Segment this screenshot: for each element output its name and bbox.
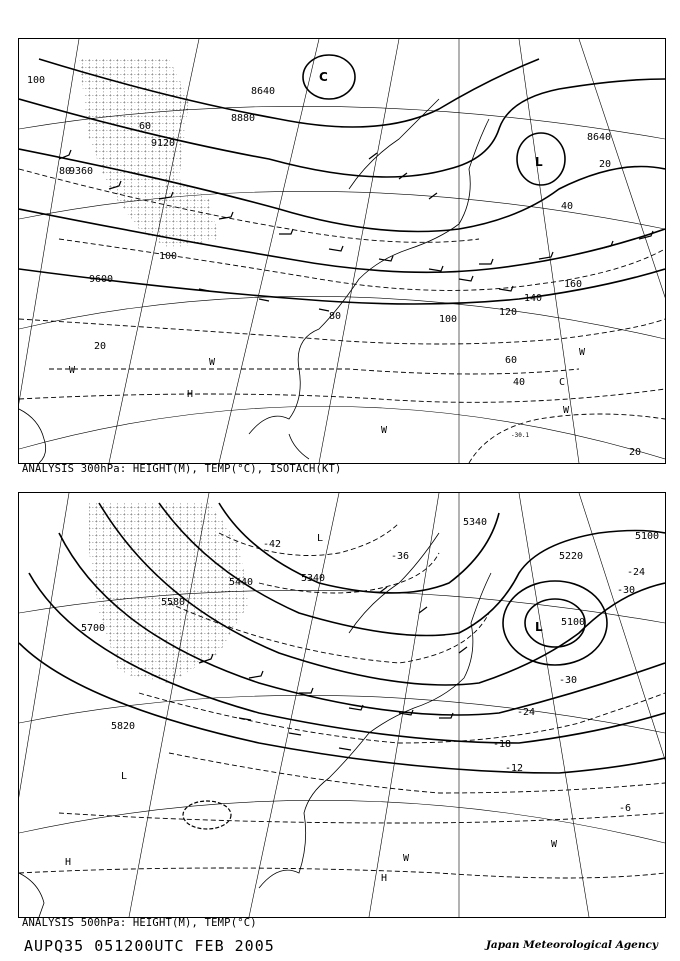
height-label: 5340 (463, 517, 488, 528)
cold-center-symbol: C (319, 70, 328, 84)
isotherm-label: -42 (263, 539, 282, 550)
isotach-label: 140 (524, 293, 543, 304)
low-center-symbol: L (535, 620, 543, 634)
height-label: 5100 (635, 531, 660, 542)
high-center-symbol: H (381, 873, 388, 884)
hatched-region (79, 59, 219, 249)
low-center-symbol: L (535, 155, 543, 169)
isotherm-label: -12 (505, 763, 524, 774)
high-center-symbol: H (187, 389, 194, 400)
map-300hpa-canvas (19, 39, 665, 463)
height-label: 5440 (229, 577, 254, 588)
isotherm-label: -18 (493, 739, 512, 750)
height-label: 5820 (111, 721, 136, 732)
height-label: 8640 (587, 132, 612, 143)
map-panel-300hpa (18, 38, 666, 464)
hatched-region (89, 503, 249, 683)
isotach-label: 80 (329, 311, 342, 322)
height-label: 5220 (559, 551, 584, 562)
isotach-contours (19, 169, 665, 463)
height-label: 5700 (81, 623, 106, 634)
map-500hpa-canvas (19, 493, 665, 917)
height-label: 8640 (251, 86, 276, 97)
warm-pocket-contour (183, 801, 231, 829)
temperature-label: -30.1 (511, 432, 530, 439)
isotherm-label: -6 (619, 803, 632, 814)
panel-caption-300hpa: ANALYSIS 300hPa: HEIGHT(M), TEMP(°C), ISOTACH(KT) (22, 463, 342, 475)
isotach-label: 100 (159, 251, 178, 262)
isotach-label: 100 (27, 75, 46, 86)
isotach-label: 100 (439, 314, 458, 325)
isotherm-label: -24 (517, 707, 536, 718)
warm-center-symbol: W (563, 405, 570, 416)
isotherm-label: -36 (391, 551, 410, 562)
isotach-label: 60 (139, 121, 152, 132)
height-label: 5340 (301, 573, 326, 584)
low-center-symbol: L (121, 771, 128, 782)
isotach-label: 40 (561, 201, 574, 212)
isotach-label: 80 (59, 166, 72, 177)
warm-center-symbol: W (403, 853, 410, 864)
low-center-symbol: L (317, 533, 324, 544)
isotherm-label: -30 (559, 675, 578, 686)
warm-center-symbol: W (381, 425, 388, 436)
panel-caption-500hpa: ANALYSIS 500hPa: HEIGHT(M), TEMP(°C) (22, 917, 257, 929)
product-id-timestamp: AUPQ35 051200UTC FEB 2005 (24, 937, 275, 955)
warm-center-symbol: W (209, 357, 216, 368)
isotach-label: 20 (629, 447, 642, 458)
warm-center-symbol: W (551, 839, 558, 850)
cold-center-symbol: C (559, 377, 566, 388)
isotach-label: 40 (513, 377, 526, 388)
map-panel-500hpa (18, 492, 666, 918)
warm-center-symbol: W (69, 365, 76, 376)
height-label: 9600 (89, 274, 114, 285)
isotach-label: 20 (94, 341, 107, 352)
high-center-symbol: H (65, 857, 72, 868)
isotherm-label: -24 (627, 567, 646, 578)
isotach-label: 20 (599, 159, 612, 170)
warm-center-symbol: W (579, 347, 586, 358)
isotach-label: 120 (499, 307, 518, 318)
cold-center-contour (303, 55, 355, 99)
isotherm-label: -30 (617, 585, 636, 596)
isotach-label: 160 (564, 279, 583, 290)
low-center-contour (503, 581, 607, 665)
height-label: 8880 (231, 113, 256, 124)
height-label: 5100 (561, 617, 586, 628)
isotach-label: 60 (505, 355, 518, 366)
height-label: 5580 (161, 597, 186, 608)
height-label: 9120 (151, 138, 176, 149)
agency-credit: Japan Meteorological Agency (485, 939, 658, 951)
height-label: 9360 (69, 166, 94, 177)
